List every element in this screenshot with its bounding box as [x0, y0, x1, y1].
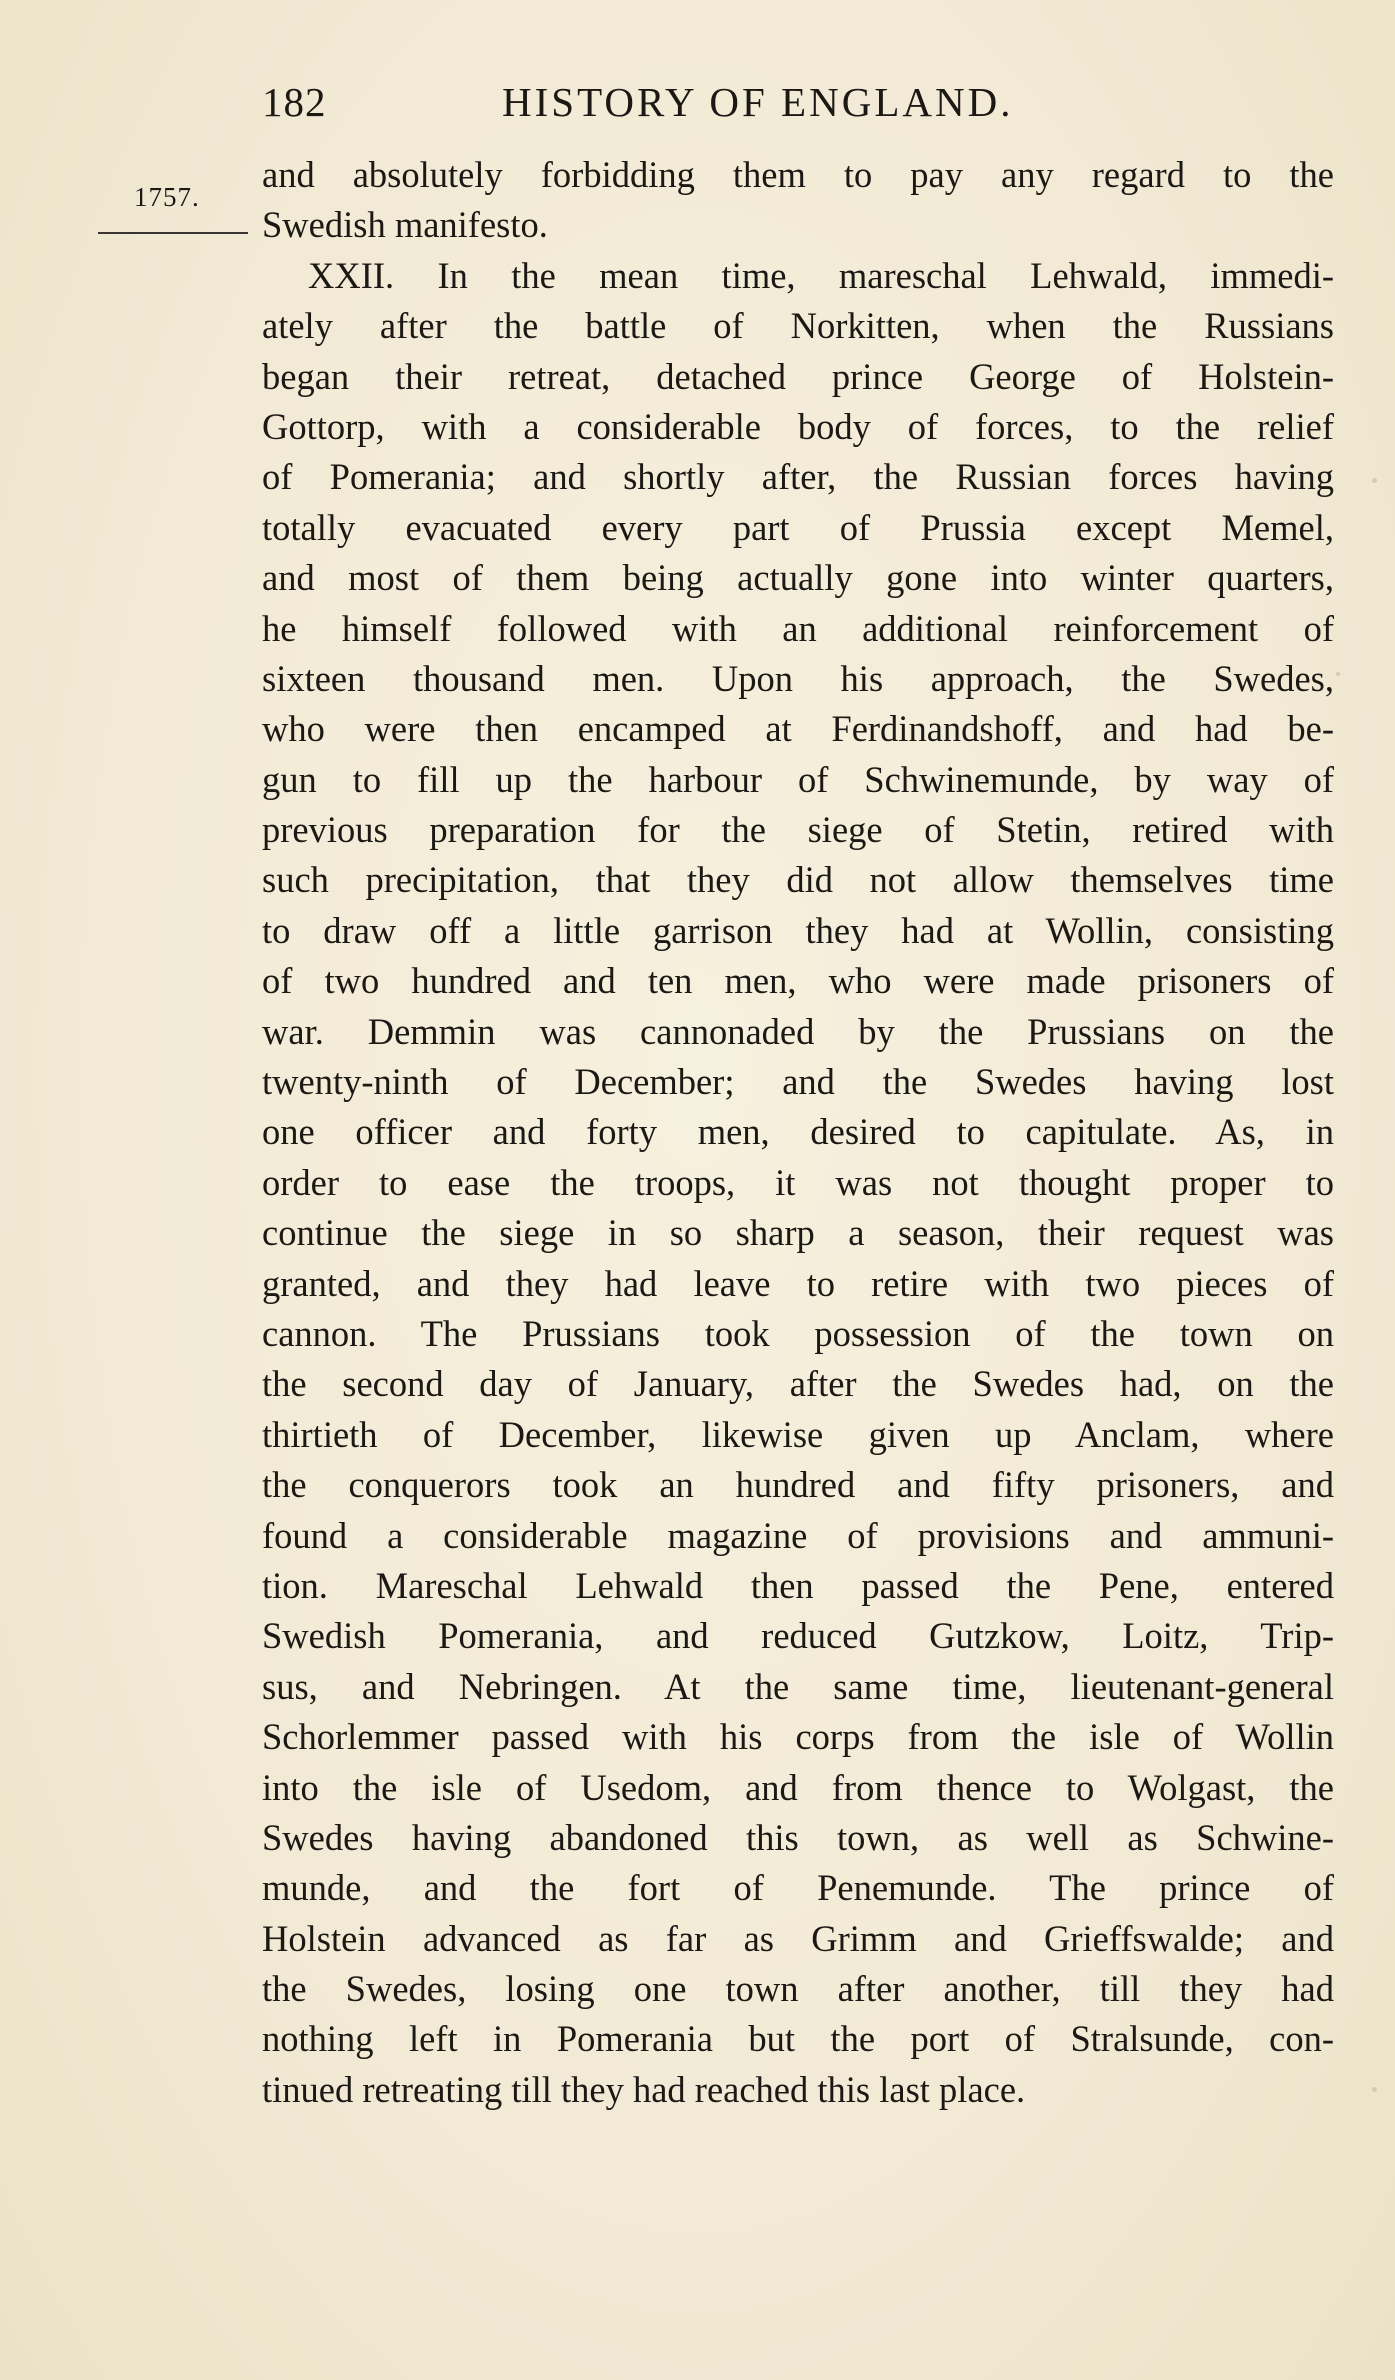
- text-line: order to ease the troops, it was not thought proper to: [262, 1161, 1334, 1203]
- margin-year-note: 1757.: [134, 182, 200, 212]
- text-line: previous preparation for the siege of Stetin, retired with: [262, 809, 1334, 851]
- text-line: war. Demmin was cannonaded by the Prussians on the: [262, 1010, 1334, 1052]
- text-line: gun to fill up the harbour of Schwinemunde, by way of: [262, 758, 1334, 800]
- text-line: to draw off a little garrison they had at Wollin, consisting: [262, 909, 1334, 951]
- text-line: who were then encamped at Ferdinandshoff, and had be-: [262, 708, 1334, 750]
- text-line: thirtieth of December, likewise given up Anclam, where: [262, 1413, 1334, 1455]
- text-line: nothing left in Pomerania but the port of Stralsunde, con-: [262, 2018, 1334, 2060]
- text-line: Swedish manifesto.: [262, 204, 548, 246]
- body-text: [262, 150, 1334, 2115]
- text-line: and most of them being actually gone into winter quarters,: [262, 557, 1334, 599]
- text-line: the second day of January, after the Swedes had, on the: [262, 1363, 1334, 1405]
- running-head: [262, 78, 1102, 128]
- text-line: continue the siege in so sharp a season, their request was: [262, 1212, 1334, 1254]
- text-line: granted, and they had leave to retire with two pieces of: [262, 1262, 1334, 1304]
- text-line: Holstein advanced as far as Grimm and Grieffswalde; and: [262, 1917, 1334, 1959]
- text-line: tion. Mareschal Lehwald then passed the Pene, entered: [262, 1564, 1334, 1606]
- ink-speck: [1372, 478, 1377, 483]
- page-number: 182: [262, 79, 327, 125]
- text-line: XXII. In the mean time, mareschal Lehwald, immedi-: [308, 254, 1334, 296]
- text-line: Swedes having abandoned this town, as well as Schwine-: [262, 1816, 1334, 1858]
- text-line: cannon. The Prussians took possession of the town on: [262, 1312, 1334, 1354]
- text-line: he himself followed with an additional reinforcement of: [262, 607, 1334, 649]
- text-line: began their retreat, detached prince George of Holstein-: [262, 355, 1334, 397]
- text-line: Schorlemmer passed with his corps from the isle of Wollin: [262, 1716, 1334, 1758]
- text-line: and absolutely forbidding them to pay any regard to the: [262, 154, 1334, 195]
- margin-rule: [98, 232, 248, 234]
- text-line: the conquerors took an hundred and fifty prisoners, and: [262, 1464, 1334, 1506]
- text-line: Gottorp, with a considerable body of forces, to the relief: [262, 405, 1334, 447]
- text-line: totally evacuated every part of Prussia except Memel,: [262, 506, 1334, 548]
- text-line: sixteen thousand men. Upon his approach, the Swedes,: [262, 657, 1334, 699]
- ink-speck: [1336, 672, 1340, 676]
- text-line: into the isle of Usedom, and from thence to Wolgast, the: [262, 1766, 1334, 1808]
- text-line: such precipitation, that they did not allow themselves time: [262, 859, 1334, 901]
- text-line: of two hundred and ten men, who were made prisoners of: [262, 960, 1334, 1002]
- text-line: one officer and forty men, desired to capitulate. As, in: [262, 1111, 1334, 1153]
- text-line: of Pomerania; and shortly after, the Russian forces having: [262, 456, 1334, 498]
- text-line: the Swedes, losing one town after another, till they had: [262, 1968, 1334, 2010]
- text-line: ately after the battle of Norkitten, when the Russians: [262, 305, 1334, 347]
- page-title: HISTORY OF ENGLAND.: [502, 79, 1014, 125]
- text-line: sus, and Nebringen. At the same time, lieutenant-general: [262, 1665, 1334, 1707]
- text-line: found a considerable magazine of provisions and ammuni-: [262, 1514, 1334, 1556]
- text-line: tinued retreating till they had reached this last place.: [262, 2068, 1026, 2110]
- text-line: twenty-ninth of December; and the Swedes having lost: [262, 1061, 1334, 1103]
- text-line: munde, and the fort of Penemunde. The prince of: [262, 1867, 1334, 1909]
- ink-speck: [1372, 2087, 1377, 2092]
- text-line: Swedish Pomerania, and reduced Gutzkow, Loitz, Trip-: [262, 1615, 1334, 1657]
